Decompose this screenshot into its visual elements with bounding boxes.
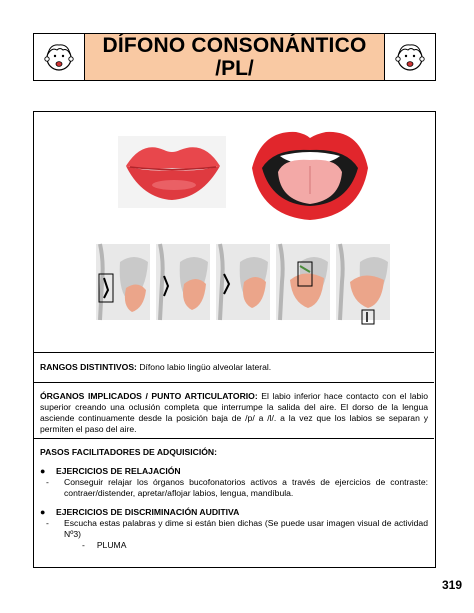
child-face-icon [41,39,77,75]
rangos-label: RANGOS DISTINTIVOS: [40,362,137,372]
pasos-section [34,438,434,568]
illustration-area [34,112,434,352]
list-item [40,466,428,477]
organos-label: ÓRGANOS IMPLICADOS / PUNTO ARTICULATORIO: [40,391,258,401]
list-item [40,507,428,518]
profile-3 [216,244,270,320]
closed-lips-illustration [118,136,226,208]
content-box [33,111,436,568]
relajacion-title: EJERCICIOS DE RELAJACIÓN [56,466,181,476]
profile-2 [156,244,210,320]
dash-icon: - [82,540,95,550]
dash-icon: - [46,518,49,528]
bullet-icon: ● [40,507,46,517]
relajacion-desc: Conseguir relajar los órganos bucofonatorios activos a través de ejercicios de contraste: contraer/distender, apretar/aflojar labios, lengua, mandíbula. [64,477,428,498]
page-number: 319 [442,578,463,592]
discriminacion-desc: Escucha estas palabras y dime si están bien dichas (Se puede usar imagen visual de actividad Nº3) [64,518,428,539]
organos-text: El labio inferior hace contacto con el labio superior creando una oclusión completa que interrumpe la salida del aire. El dorso de la lengua asciende continuamente desde la posición baja de /p/ a /l/. a la vez que los labios se separan y permiten el paso del aire. [40,391,428,434]
articulation-profile-sequence [96,244,390,324]
right-face-cell [384,34,435,80]
organos-section [34,382,434,438]
title-box [85,34,384,80]
page-subtitle: /PL/ [215,57,254,80]
child-face-icon [392,39,428,75]
pasos-heading: PASOS FACILITADORES DE ADQUISICIÓN: [40,447,217,457]
profile-5 [336,244,390,324]
word-item [82,540,428,551]
title-header [33,33,436,81]
rangos-section [34,352,434,382]
discriminacion-title: EJERCICIOS DE DISCRIMINACIÓN AUDITIVA [56,507,240,517]
rangos-text: Dífono labio lingüo alveolar lateral. [139,362,272,372]
dash-icon: - [46,477,49,487]
relajacion-desc-row [46,477,428,499]
profile-1 [96,244,150,320]
page-title: DÍFONO CONSONÁNTICO [102,34,367,57]
left-face-cell [34,34,85,80]
profile-4 [276,244,330,320]
discriminacion-desc-row [46,518,428,540]
bullet-icon: ● [40,466,46,476]
word-text: PLUMA [96,540,127,550]
open-mouth-tongue-illustration [252,132,368,220]
